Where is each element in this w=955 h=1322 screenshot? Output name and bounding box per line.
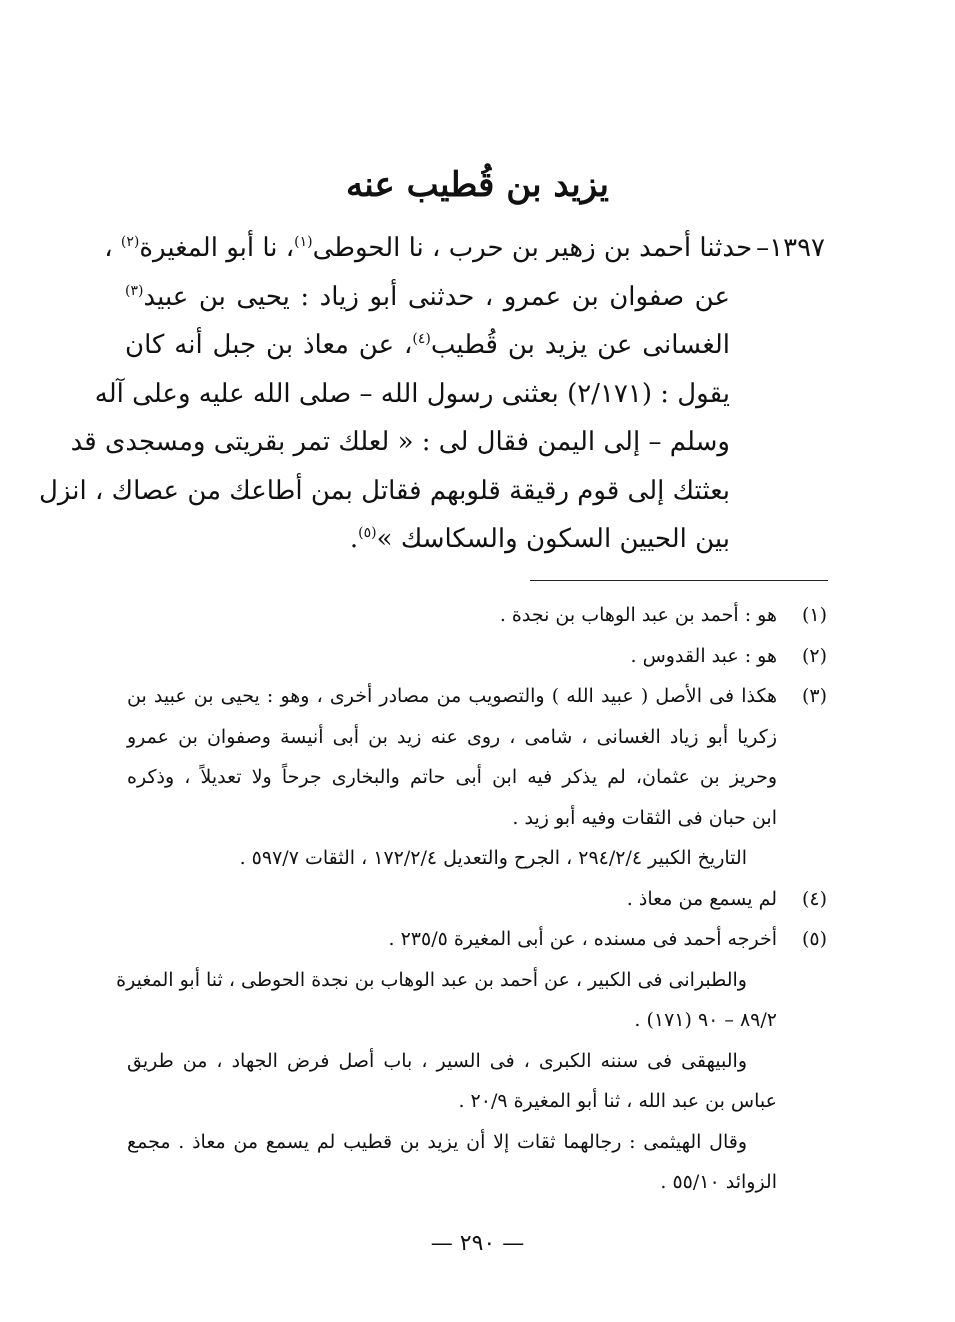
hadith-line: عن صفوان بن عمرو ، حدثنى أبو زياد : يحيى بن عبيد$^{(٣)}$ (125, 281, 730, 312)
footnote-line: زكريا أبو زياد الغسانى ، شامى ، روى عنه زيد بن أبى أنيسة وصفوان بن عمرو (127, 725, 777, 748)
footnote-number: (٥) (801, 928, 827, 950)
footnote-4 (127, 879, 827, 920)
footnote-ref: (٣) (125, 282, 144, 299)
hadith-line: وسلم – إلى اليمن فقال لى : « لعلك تمر بقريتى ومسجدى قد (70, 427, 730, 457)
footnote-line: التاريخ الكبير ٢٩٤/٢/٤ ، الجرح والتعديل ١٧٢/٢/٤ ، الثقات ٥٩٧/٧ . (239, 847, 747, 869)
footnote-line: لم يسمع من معاذ . (626, 887, 777, 910)
footnote-1 (127, 595, 827, 636)
footnote-line: هكذا فى الأصل ( عبيد الله ) والتصويب من مصادر أخرى ، وهو : يحيى بن عبيد بن (127, 685, 777, 707)
footnote-line: ابن حبان فى الثقات وفيه أبو زيد . (512, 806, 777, 829)
footnote-number: (٤) (801, 887, 827, 910)
footnote-3 (127, 676, 827, 879)
footnote-ref: (٢) (120, 234, 140, 250)
hadith-line: بين الحيين السكون والسكاسك »$^{(٥)}$. (349, 524, 730, 554)
hadith-number: ١٣٩٧– (756, 233, 825, 263)
footnote-line: والطبرانى فى الكبير ، عن أحمد بن عبد الوهاب بن نجدة الحوطى ، ثنا أبو المغيرة (116, 968, 747, 991)
footnote-number: (٣) (801, 685, 827, 707)
footnote-divider (530, 580, 828, 581)
hadith-text (39, 224, 825, 564)
footnote-line: أخرجه أحمد فى مسنده ، عن أبى المغيرة ٢٣٥/٥ . (388, 928, 777, 950)
hadith-line: ١٣٩٧–حدثنا أحمد بن زهير بن حرب ، نا الحوطى$^{(١)}$، نا أبو المغيرة$^{(٢)}$ ، (104, 233, 825, 263)
footnote-line: هو : عبد القدوس . (630, 644, 777, 667)
footnote-line: عباس بن عبد الله ، ثنا أبو المغيرة ٢٠/٩ . (458, 1090, 777, 1112)
footnote-ref: (٤) (412, 331, 431, 347)
footnote-line: والبيهقى فى سننه الكبرى ، فى السير ، باب أصل فرض الجهاد ، من طريق (127, 1049, 747, 1072)
footnote-ref: (٥) (358, 525, 377, 541)
footnote-line: هو : أحمد بن عبد الوهاب بن نجدة . (499, 604, 777, 626)
footnote-number: (١) (801, 604, 827, 626)
footnote-line: وقال الهيثمى : رجالهما ثقات إلا أن يزيد بن قطيب لم يسمع من معاذ . مجمع (127, 1130, 747, 1153)
chapter-title: يزيد بن قُطيب عنه (346, 165, 609, 205)
footnote-number: (٢) (801, 644, 827, 667)
footnotes (116, 595, 827, 1203)
footnote-line: الزوائد ٥٥/١٠ . (660, 1171, 777, 1193)
page-number: — ٢٩٠ — (430, 1231, 525, 1256)
hadith-line: يقول : (٢/١٧١) بعثنى رسول الله – صلى الله عليه وعلى آله (94, 378, 730, 409)
footnote-5 (116, 919, 827, 1203)
footnote-line: ٨٩/٢ – ٩٠ (١٧١) . (634, 1009, 777, 1031)
hadith-line: بعثتك إلى قوم رقيقة قلوبهم فقاتل بمن أطاعك من عصاك ، انزل (39, 475, 730, 506)
footnote-2 (127, 636, 827, 677)
footnote-ref: (١) (294, 234, 313, 250)
hadith-line: الغسانى عن يزيد بن قُطيب$^{(٤)}$، عن معاذ بن جبل أنه كان (125, 330, 731, 360)
footnote-line: وحريز بن عثمان، لم يذكر فيه ابن أبى حاتم والبخارى جرحاً ولا تعديلاً ، وذكره (127, 766, 777, 788)
